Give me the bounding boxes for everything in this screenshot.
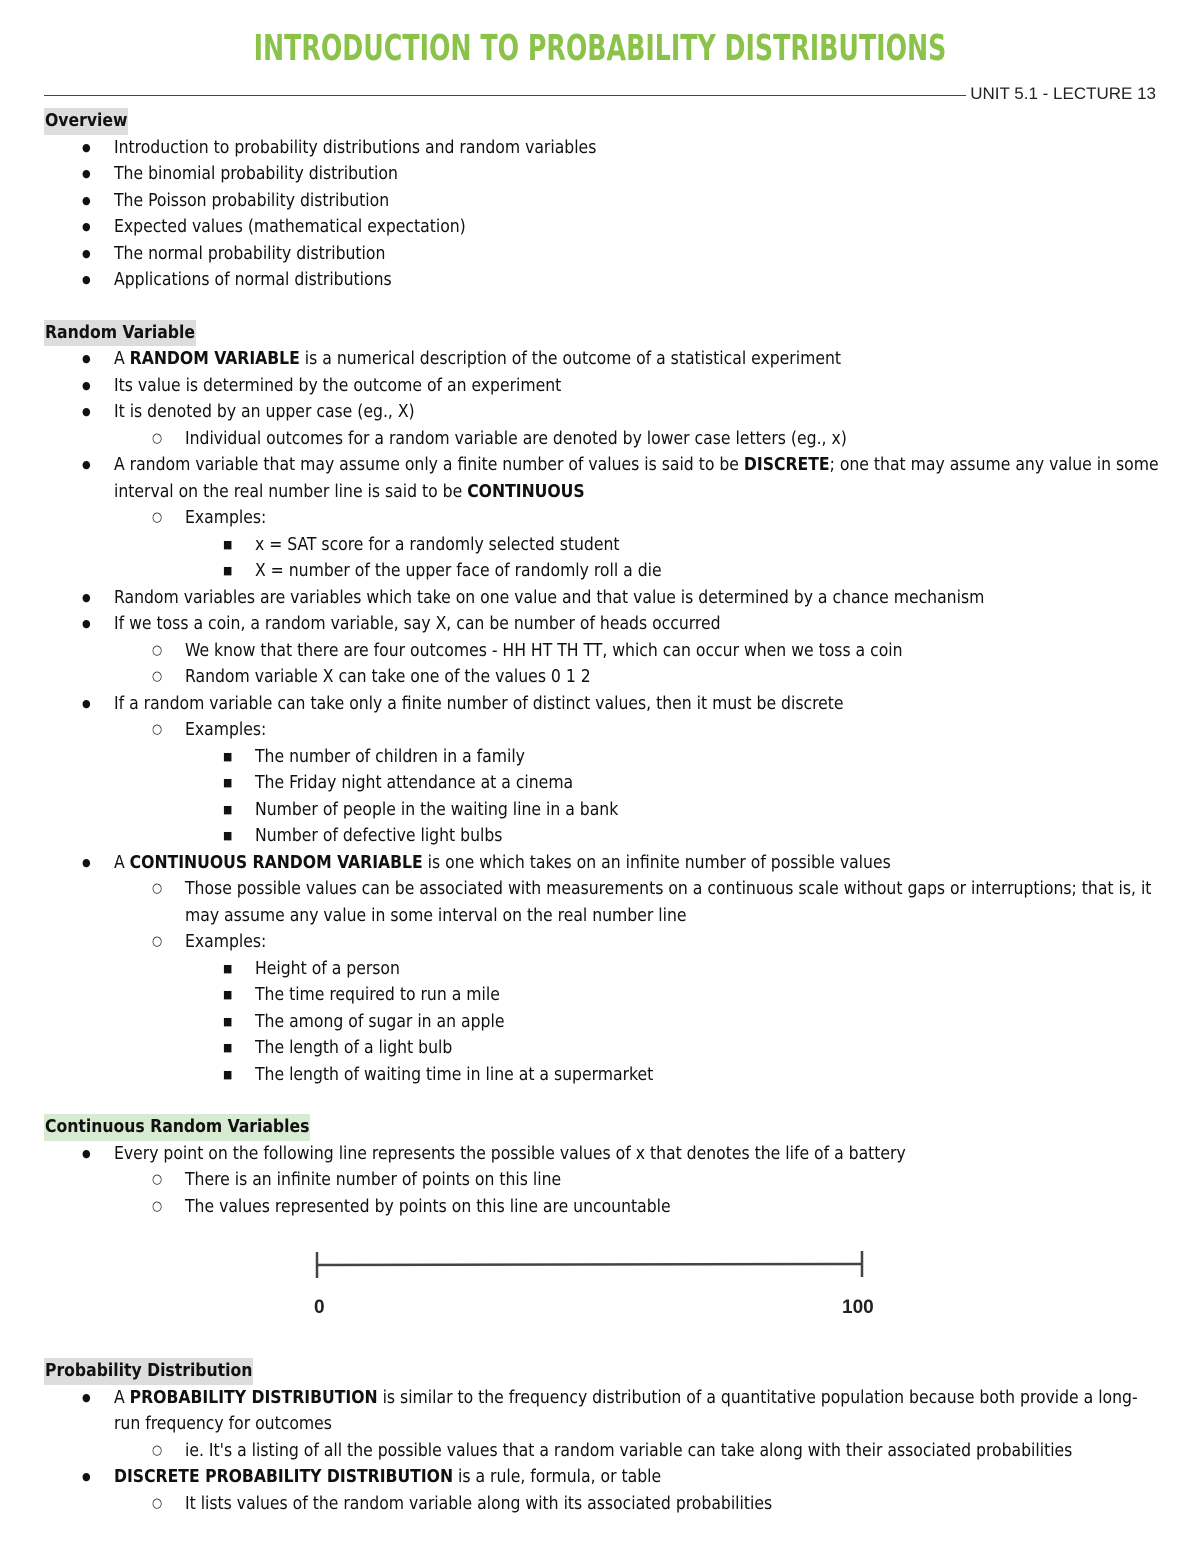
divider-line bbox=[44, 95, 966, 96]
list-item: ● It is denoted by an upper case (eg., X) ○ Individual outcomes for a random variable are denoted by lower case letters (eg., x) bbox=[44, 399, 1159, 452]
probability-distribution-list bbox=[44, 1385, 1159, 1518]
sub-list-item: ○ ie. It's a listing of all the possible values that a random variable can take along with their associated probabilities bbox=[44, 1438, 1159, 1465]
list-item: ● A random variable that may assume only a finite number of values is said to be DISCRETE; one that may assume any value in some interval on the real number line is said to be CONTINUOUS ○ Examples: ■ x = SAT score for a randomly selected student ■ X = number of the upper face of randomly roll a die bbox=[44, 452, 1159, 585]
example-item: ■ The number of children in a family bbox=[44, 744, 1159, 771]
list-item: ● Every point on the following line represents the possible values of x that denotes the life of a battery ○ There is an infinite number of points on this line ○ The values represented by points on this line are uncountable bbox=[44, 1141, 1159, 1221]
random-variable-list bbox=[44, 346, 1159, 1088]
example-item: ■ X = number of the upper face of randomly roll a die bbox=[44, 558, 1159, 585]
example-item: ■ The length of a light bulb bbox=[44, 1035, 1159, 1062]
sub-list-item: ○ Random variable X can take one of the values 0 1 2 bbox=[44, 664, 1159, 691]
sub-list-item: ○ Those possible values can be associated with measurements on a continuous scale without gaps or interruptions; that is, it may assume any value in some interval on the real number line bbox=[44, 876, 1159, 929]
list-item: ● The normal probability distribution bbox=[44, 241, 1159, 268]
list-item: ● Random variables are variables which take on one value and that value is determined by a chance mechanism bbox=[44, 585, 1159, 612]
sub-list-item: ○ Examples: ■ Height of a person ■ The time required to run a mile ■ The among of sugar in an apple ■ The length of a light bulb ■ The length of waiting time in line at a supermarket bbox=[44, 929, 1159, 1088]
number-line-figure bbox=[44, 1220, 1159, 1358]
section-heading-continuous: Continuous Random Variables bbox=[44, 1114, 310, 1141]
page-title: INTRODUCTION TO PROBABILITY DISTRIBUTIONS bbox=[253, 28, 947, 69]
sub-list-item: ○ It lists values of the random variable along with its associated probabilities bbox=[44, 1491, 1159, 1518]
example-item: ■ x = SAT score for a randomly selected student bbox=[44, 532, 1159, 559]
list-item: ● A PROBABILITY DISTRIBUTION is similar to the frequency distribution of a quantitative population because both provide a long-run frequency for outcomes ○ ie. It's a listing of all the possible values that a random variable can take along with their associated probabilities bbox=[44, 1385, 1159, 1465]
list-item: ● The Poisson probability distribution bbox=[44, 188, 1159, 215]
section-heading-random-variable: Random Variable bbox=[44, 320, 196, 347]
overview-list bbox=[44, 135, 1159, 294]
example-item: ■ Number of defective light bulbs bbox=[44, 823, 1159, 850]
example-item: ■ The Friday night attendance at a cinema bbox=[44, 770, 1159, 797]
number-line-end-label: 100 bbox=[842, 1297, 874, 1318]
sub-list-item: ○ Individual outcomes for a random variable are denoted by lower case letters (eg., x) bbox=[44, 426, 1159, 453]
number-line-axis bbox=[317, 1264, 862, 1265]
list-item: ● DISCRETE PROBABILITY DISTRIBUTION is a rule, formula, or table ○ It lists values of the random variable along with its associated probabilities bbox=[44, 1464, 1159, 1517]
example-item: ■ The length of waiting time in line at a supermarket bbox=[44, 1062, 1159, 1089]
list-item: ● Its value is determined by the outcome of an experiment bbox=[44, 373, 1159, 400]
list-item: ● If we toss a coin, a random variable, say X, can be number of heads occurred ○ We know that there are four outcomes - HH HT TH TT, which can occur when we toss a coin ○ Random variable X can take one of the values 0 1 2 bbox=[44, 611, 1159, 691]
number-line bbox=[44, 1220, 1159, 1358]
list-item: ● A CONTINUOUS RANDOM VARIABLE is one which takes on an infinite number of possible values ○ Those possible values can be associated with measurements on a continuous scale without gaps or interruptions; that is, it may assume any value in some interval on the real number line ○ Examples: ■ Height of a person ■ The time required to run a mile ■ The among of sugar in an apple ■ The length of a light bulb ■ The length of waiting time in line at a supermarket bbox=[44, 850, 1159, 1089]
sub-list-item: ○ The values represented by points on this line are uncountable bbox=[44, 1194, 1159, 1221]
header-rule bbox=[44, 84, 1156, 108]
sub-list-item: ○ Examples: ■ x = SAT score for a randomly selected student ■ X = number of the upper face of randomly roll a die bbox=[44, 505, 1159, 585]
section-heading-overview: Overview bbox=[44, 108, 128, 135]
unit-label: UNIT 5.1 - LECTURE 13 bbox=[970, 84, 1156, 103]
number-line-start-label: 0 bbox=[314, 1297, 325, 1318]
list-item: ● A RANDOM VARIABLE is a numerical description of the outcome of a statistical experiment bbox=[44, 346, 1159, 373]
list-item: ● If a random variable can take only a finite number of distinct values, then it must be discrete ○ Examples: ■ The number of children in a family ■ The Friday night attendance at a cinema ■ Number of people in the waiting line in a bank ■ Number of defective light bulbs bbox=[44, 691, 1159, 850]
list-item: ● Applications of normal distributions bbox=[44, 267, 1159, 294]
example-item: ■ Height of a person bbox=[44, 956, 1159, 983]
sub-list-item: ○ Examples: ■ The number of children in a family ■ The Friday night attendance at a cinema ■ Number of people in the waiting line in a bank ■ Number of defective light bulbs bbox=[44, 717, 1159, 850]
list-item: ● Introduction to probability distributions and random variables bbox=[44, 135, 1159, 162]
list-item: ● Expected values (mathematical expectation) bbox=[44, 214, 1159, 241]
document-body bbox=[44, 108, 1159, 1517]
sub-list-item: ○ We know that there are four outcomes - HH HT TH TT, which can occur when we toss a coin bbox=[44, 638, 1159, 665]
example-item: ■ The among of sugar in an apple bbox=[44, 1009, 1159, 1036]
section-heading-probability-distribution: Probability Distribution bbox=[44, 1358, 253, 1385]
example-item: ■ Number of people in the waiting line in a bank bbox=[44, 797, 1159, 824]
continuous-list bbox=[44, 1141, 1159, 1221]
sub-list-item: ○ There is an infinite number of points on this line bbox=[44, 1167, 1159, 1194]
example-item: ■ The time required to run a mile bbox=[44, 982, 1159, 1009]
list-item: ● The binomial probability distribution bbox=[44, 161, 1159, 188]
